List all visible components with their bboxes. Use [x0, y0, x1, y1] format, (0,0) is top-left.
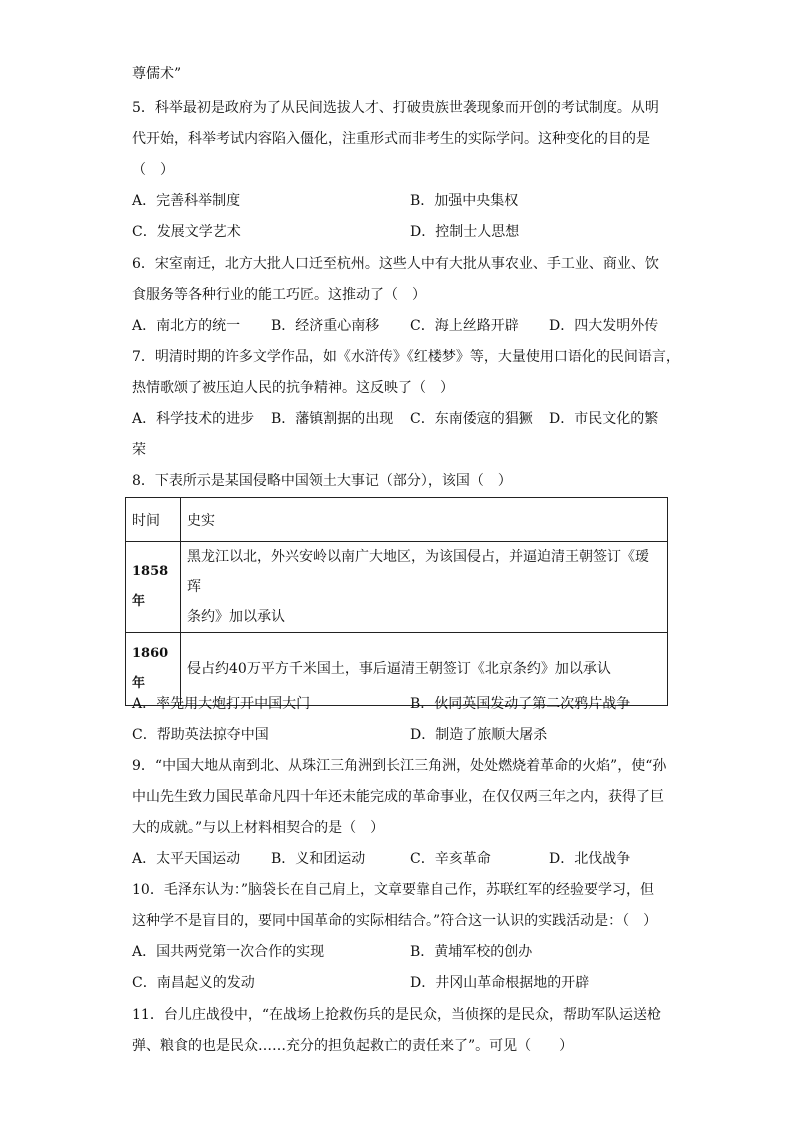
- q8-option-d: D．制造了旅顺大屠杀: [410, 727, 548, 743]
- event-text-line1: 黑龙江以北，外兴安岭以南广大地区，为该国侵占，并逼迫清王朝签订《瑷珲: [187, 549, 649, 595]
- q11-stem-line2: 弹、粮食的也是民众……充分的担负起救亡的责任来了”。可见（ ）: [132, 1038, 574, 1054]
- history-table: [125, 497, 668, 706]
- q8-option-a: A．率先用大炮打开中国大门: [132, 696, 311, 712]
- event-text-line2: 条约》加以承认: [187, 609, 285, 625]
- year-number: 1860: [132, 646, 169, 661]
- table-header-event: 史实: [181, 498, 668, 542]
- q7-option-d: D．市民文化的繁: [549, 411, 659, 427]
- q6-option-d: D．四大发明外传: [549, 318, 659, 334]
- year-number: 1858: [132, 564, 169, 579]
- q5-stem-line1: 5．科举最初是政府为了从民间选拔人才、打破贵族世袭现象而开创的考试制度。从明: [132, 100, 659, 116]
- q7-option-a: A．科学技术的进步: [132, 411, 255, 427]
- q8-option-c: C．帮助英法掠夺中国: [132, 727, 269, 743]
- table-cell-year: [126, 542, 181, 633]
- q10-stem-line2: 这种学不是盲目的，要同中国革命的实际相结合。”符合这一认识的实践活动是：（ ）: [132, 913, 658, 929]
- q10-stem-line1: 10．毛泽东认为：”脑袋长在自己肩上，文章要靠自己作，苏联红军的经验要学习，但: [132, 882, 654, 898]
- q6-stem-line1: 6．宋室南迁，北方大批人口迁至杭州。这些人中有大批从事农业、手工业、商业、饮: [132, 256, 659, 272]
- q5-option-c: C．发展文学艺术: [132, 224, 241, 240]
- q5-stem-line2: 代开始，科举考试内容陷入僵化，注重形式而非考生的实际学问。这种变化的目的是: [132, 131, 650, 147]
- table-header-time: 时间: [126, 498, 181, 542]
- q11-stem-line1: 11．台儿庄战役中，“在战场上抢救伤兵的是民众，当侦探的是民众，帮助军队运送枪: [132, 1007, 661, 1023]
- q7-option-d-continued: 荣: [132, 442, 146, 458]
- q7-option-c: C．东南倭寇的猖獗: [410, 411, 533, 427]
- q9-option-c: C．辛亥革命: [410, 851, 491, 867]
- q5-option-d: D．控制士人思想: [410, 224, 520, 240]
- table-header-row: [126, 498, 668, 542]
- q9-option-b: B．义和团运动: [271, 851, 366, 867]
- q8-stem-line1: 8．下表所示是某国侵略中国领土大事记（部分），该国（ ）: [132, 473, 512, 489]
- q7-stem-line1: 7．明清时期的许多文学作品，如《水浒传》《红楼梦》等，大量使用口语化的民间语言，: [132, 349, 680, 365]
- table-cell-event: [181, 542, 668, 633]
- year-suffix: 年: [132, 594, 146, 609]
- q9-option-a: A．太平天国运动: [132, 851, 241, 867]
- q9-stem-line2: 中山先生致力国民革命凡四十年还未能完成的革命事业，在仅仅两三年之内，获得了巨: [132, 789, 664, 805]
- q9-option-d: D．北伐战争: [549, 851, 631, 867]
- q9-stem-line3: 大的成就。”与以上材料相契合的是（ ）: [132, 820, 385, 836]
- q10-option-b: B．黄埔军校的创办: [410, 944, 533, 960]
- q5-option-b: B．加强中央集权: [410, 193, 519, 209]
- q8-option-b: B．伙同英国发动了第二次鸦片战争: [410, 696, 631, 712]
- q5-option-a: A．完善科举制度: [132, 193, 241, 209]
- q10-option-a: A．国共两党第一次合作的实现: [132, 944, 325, 960]
- q7-stem-line2: 热情歌颂了被压迫人民的抗争精神。这反映了（ ）: [132, 380, 454, 396]
- q5-stem-line3: （ ）: [132, 162, 174, 178]
- event-text-line1: 侵占约40万平方千米国土，事后逼清王朝签订《北京条约》加以承认: [187, 661, 611, 677]
- q6-option-b: B．经济重心南移: [271, 318, 380, 334]
- table-row: [126, 542, 668, 633]
- q10-option-c: C．南昌起义的发动: [132, 975, 255, 991]
- q6-stem-line2: 食服务等各种行业的能工巧匠。这推动了（ ）: [132, 287, 426, 303]
- q7-option-b: B．藩镇割据的出现: [271, 411, 394, 427]
- q4-tail: 尊儒术”: [132, 66, 182, 82]
- q9-stem-line1: 9．“中国大地从南到北、从珠江三角洲到长江三角洲，处处燃烧着革命的火焰”，使“孙: [132, 758, 667, 774]
- year-suffix: 年: [132, 676, 146, 691]
- q6-option-c: C．海上丝路开辟: [410, 318, 519, 334]
- q10-option-d: D．井冈山革命根据地的开辟: [410, 975, 590, 991]
- q6-option-a: A．南北方的统一: [132, 318, 241, 334]
